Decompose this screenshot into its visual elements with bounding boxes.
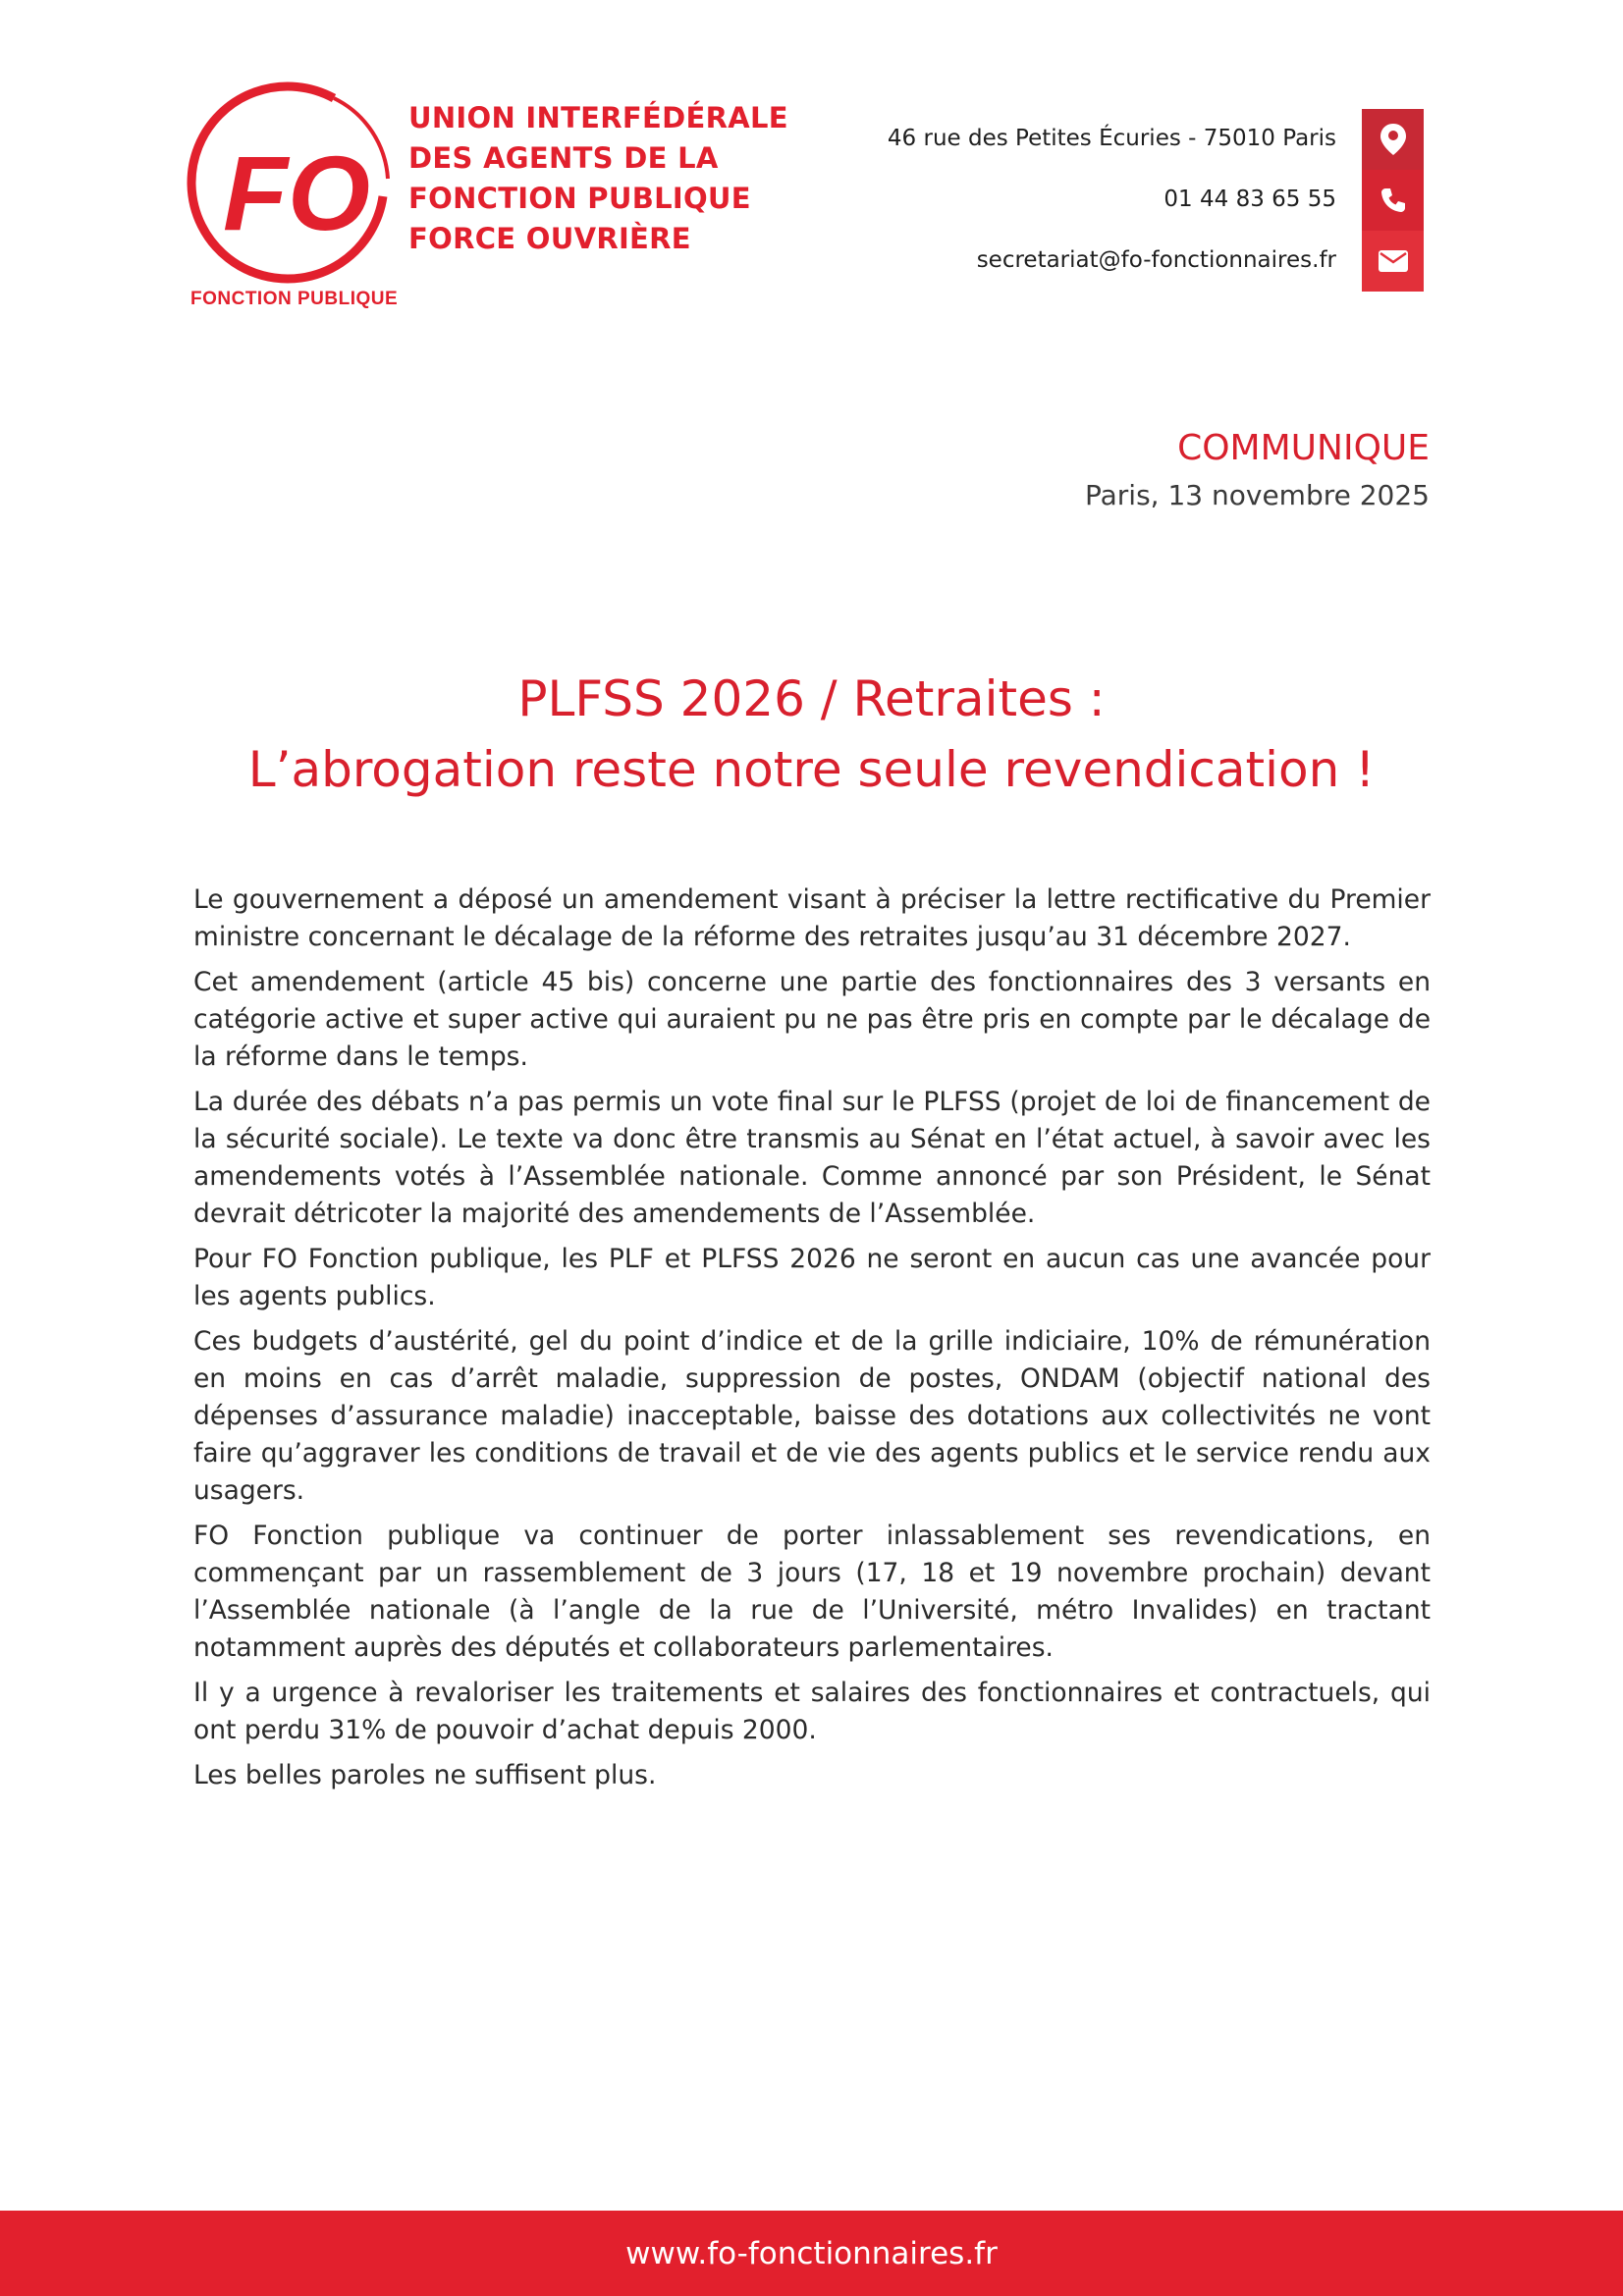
address-text: 46 rue des Petites Écuries - 75010 Paris <box>887 126 1336 151</box>
title-line-1: PLFSS 2026 / Retraites : <box>517 670 1106 727</box>
logo-text: FO <box>223 133 370 252</box>
body-text <box>193 881 1431 1802</box>
fo-logo <box>187 80 399 316</box>
phone-icon <box>1362 170 1424 231</box>
footer-bar <box>0 2211 1623 2296</box>
logo-caption: FONCTION PUBLIQUE <box>190 289 399 309</box>
website-link[interactable]: www.fo-fonctionnaires.fr <box>625 2235 998 2271</box>
org-name-line: FORCE OUVRIÈRE <box>408 222 691 255</box>
document-type-label: COMMUNIQUE <box>1177 428 1430 468</box>
title-line-2: L’abrogation reste notre seule revendication ! <box>247 741 1376 798</box>
document-date: Paris, 13 novembre 2025 <box>1085 479 1430 511</box>
paragraph: FO Fonction publique va continuer de porter inlassablement ses revendications, en commençant par un rassemblement de 3 jours (17, 18 et 19 novembre prochain) devant l’Assemblée nationale (à l’angle de la rue de l’Université, métro Invalides) en tractant notamment auprès des députés et collaborateurs parlementaires. <box>193 1521 1431 1663</box>
paragraph: Ces budgets d’austérité, gel du point d’indice et de la grille indiciaire, 10% de rémunération en moins en cas d’arrêt maladie, suppression de postes, ONDAM (objectif national des dépenses d’assurance maladie) inacceptable, baisse des dotations aux collectivités ne vont faire qu’aggraver les conditions de travail et de vie des agents publics et le service rendu aux usagers. <box>193 1326 1431 1506</box>
contact-info <box>888 108 1336 291</box>
location-pin-icon <box>1362 109 1424 170</box>
phone-text: 01 44 83 65 55 <box>1163 187 1336 212</box>
email-link[interactable]: secretariat@fo-fonctionnaires.fr <box>976 247 1336 273</box>
paragraph: Les belles paroles ne suffisent plus. <box>193 1760 657 1790</box>
paragraph: Pour FO Fonction publique, les PLF et PLFSS 2026 ne seront en aucun cas une avancée pour les agents publics. <box>193 1244 1431 1311</box>
organization-name <box>408 98 788 259</box>
page-title <box>0 664 1623 805</box>
contact-icon-strip <box>1362 109 1424 292</box>
org-name-line: DES AGENTS DE LA <box>408 141 719 175</box>
org-name-line: UNION INTERFÉDÉRALE <box>408 101 788 134</box>
paragraph: Il y a urgence à revaloriser les traitements et salaires des fonctionnaires et contractuels, qui ont perdu 31% de pouvoir d’achat depuis 2000. <box>193 1678 1431 1745</box>
org-name-line: FONCTION PUBLIQUE <box>408 182 751 215</box>
fo-logo-mark <box>187 80 395 287</box>
paragraph: La durée des débats n’a pas permis un vote final sur le PLFSS (projet de loi de financement de la sécurité sociale). Le texte va donc être transmis au Sénat en l’état actuel, à savoir avec les amendements votés à l’Assemblée nationale. Comme annoncé par son Président, le Sénat devrait détricoter la majorité des amendements de l’Assemblée. <box>193 1087 1431 1229</box>
paragraph: Cet amendement (article 45 bis) concerne une partie des fonctionnaires des 3 versants en catégorie active et super active qui auraient pu ne pas être pris en compte par le décalage de la réforme dans le temps. <box>193 967 1431 1072</box>
mail-icon <box>1362 231 1424 292</box>
paragraph: Le gouvernement a déposé un amendement visant à préciser la lettre rectificative du Premier ministre concernant le décalage de la réforme des retraites jusqu’au 31 décembre 2027. <box>193 884 1431 952</box>
